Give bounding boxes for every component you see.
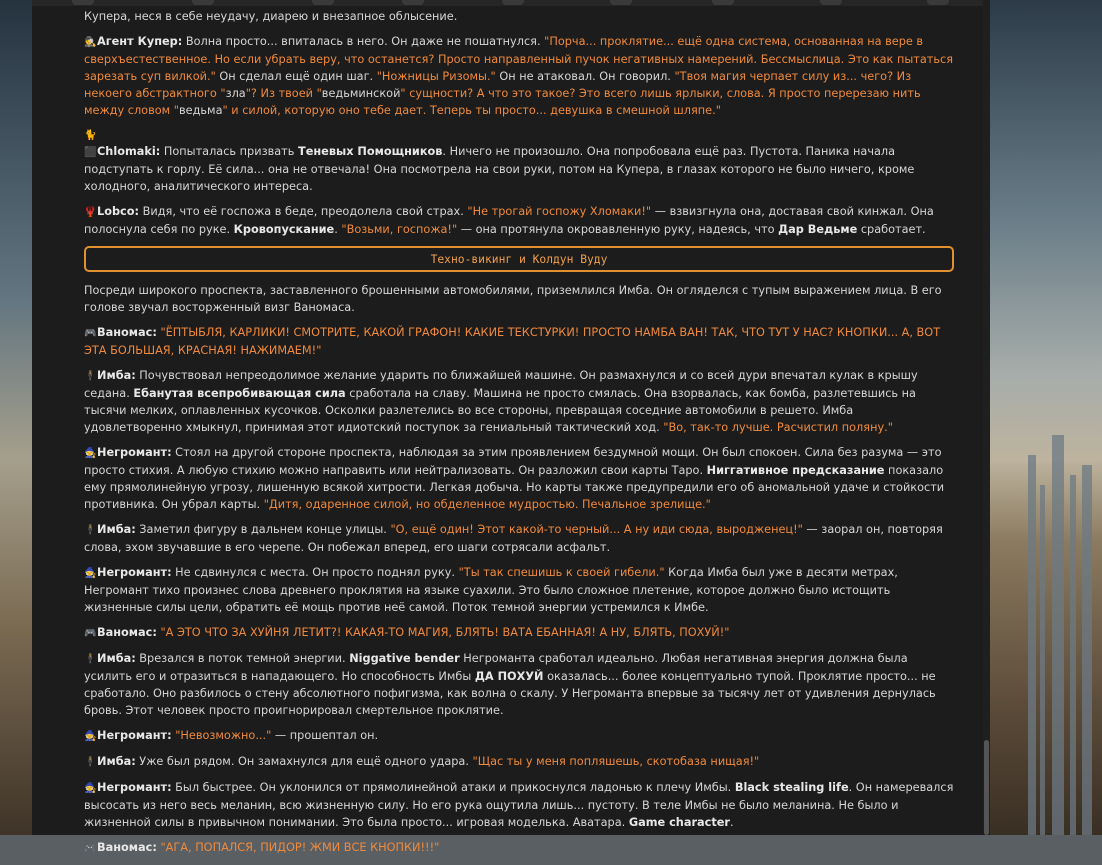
narration-text: показало ему прямолинейную угрозу, лишенную всякой хитрости. Легкая добыча. Но карты также предупредили его об аномальной удаче и стойкости противника. Он убрал карты. [84, 464, 945, 511]
chat-message [84, 839, 954, 857]
dialogue-quote: "О, ещё один! Этот какой-то черный... А ну иди сюда, выродженец!" [390, 523, 803, 536]
speaker-name: Негромант: [97, 781, 172, 794]
narration-text: . Он намеревался высосать из него весь меланин, всю жизненную силу. Но его рука ощутила лишь... пустоту. В теле Имбы не было меланина. Не было и жизненной силы в привычном понимании. Это была просто... игровая моделька. Аватара. [84, 781, 954, 829]
narration-text: ведьминской [321, 87, 401, 100]
dialogue-quote: "Твоя магия черпает силу из... чего? Из некоего абстрактного " [84, 70, 912, 100]
background-left-strip [0, 0, 32, 835]
narration-text: Почувствовал непреодолимое желание ударить по ближайшей машине. Он размахнулся и со всей дури впечатал кулак в крышу седана. [84, 369, 918, 400]
narration-text: оказалась... более концептуально тупой. Проклятие просто... не сработало. Оно разбилось о стену абсолютного пофигизма, как волна о скалу. У Негроманта впервые за тысячу лет от удивления дернулась бровь. Этот человек просто проигнорировал смертельное проклятие. [84, 670, 936, 717]
toolbar-icon[interactable] [927, 0, 949, 5]
speaker-name: Имба: [97, 523, 136, 536]
narration-text: сработает. [857, 223, 926, 236]
speaker-name: Имба: [97, 652, 136, 665]
speaker-name: Имба: [97, 755, 136, 768]
speaker-name: Негромант: [97, 566, 172, 579]
chat-message [84, 8, 954, 25]
dialogue-quote: "Щас ты у меня попляшешь, скотобаза нищая!" [472, 755, 760, 768]
messages-after-scene [84, 282, 954, 857]
dialogue-quote: "Ножницы Ризомы." [376, 70, 496, 83]
character-emoji-icon: 🕴 [84, 525, 97, 536]
speaker-name: Агент Купер: [97, 35, 183, 48]
chat-message [84, 564, 954, 616]
chat-message [84, 444, 954, 513]
speaker-name: Негромант: [97, 729, 172, 742]
chat-message [84, 779, 954, 831]
chat-message [84, 203, 954, 238]
narration-text: . [334, 223, 342, 236]
toolbar-icon[interactable] [610, 0, 632, 5]
speaker-name: Ваномас: [97, 326, 157, 339]
narration-text: ведьма [178, 104, 223, 117]
character-emoji-icon: 🕵 [84, 37, 97, 48]
narration-text: Посреди широкого проспекта, заставленного брошенными автомобилями, приземлился Имба. Он огляделся с тупым выражением лица. В его голове звучал восторженный визг Ваномаса. [84, 284, 942, 314]
dialogue-quote: "АГА, ПОПАЛСЯ, ПИДОР! ЖМИ ВСЕ КНОПКИ!!!" [160, 841, 440, 854]
narration-text: Он сделал ещё один шаг. [215, 70, 377, 83]
narration-text: Попыталась призвать [160, 145, 298, 158]
narration-text: Видя, что её госпожа в беде, преодолела свой страх. [139, 205, 468, 218]
narration-text: зла [225, 87, 246, 100]
character-emoji-icon: 🕴 [84, 757, 97, 768]
speaker-name: Негромант: [97, 446, 172, 459]
ability-name: Niggative bender [349, 652, 460, 665]
toolbar-icon[interactable] [312, 0, 334, 5]
ability-name: Black stealing life [734, 781, 849, 794]
narration-text: сработала на славу. Машина не просто смялась. Она взорвалась, как бомба, разлетевшись на тысячи мелких, оплавленных кусочков. Осколки разлетелись во все стороны, превращая соседние автомобили в решето. Имба удовлетворенно хмыкнул, принимая этот идиотский поступок за гениальный тактический ход. [84, 387, 916, 434]
narration-text: Волна просто... впиталась в него. Он даже не пошатнулся. [182, 35, 545, 48]
dialogue-quote: "Во, так-то лучше. Расчистил поляну." [663, 421, 893, 434]
toolbar-icon[interactable] [820, 0, 842, 5]
narration-text: Купера, неся в себе неудачу, диарею и внезапное облысение. [84, 10, 458, 23]
toolbar-icon[interactable] [192, 0, 214, 5]
background-right-landscape [990, 0, 1102, 835]
messages-before-scene [84, 8, 954, 238]
speaker-name: Lobco: [97, 205, 140, 218]
chat-message [84, 727, 954, 745]
narration-text: Врезался в поток темной энергии. [135, 652, 350, 665]
character-emoji-icon: 🎮 [84, 328, 97, 339]
chat-message [84, 650, 954, 719]
dialogue-quote: "ЁПТЫБЛЯ, КАРЛИКИ! СМОТРИТЕ, КАКОЙ ГРАФОН! КАКИЕ ТЕКСТУРКИ! ПРОСТО НАМБА ВАН! ТАК, ЧТО ТУТ У НАС? КНОПКИ... А, ВОТ ЭТА БОЛЬШАЯ, КРАСНАЯ! НАЖИМАЕМ!" [84, 326, 941, 357]
narration-text: Заметил фигуру в дальнем конце улицы. [135, 523, 391, 536]
dialogue-quote: "? Из твоей " [245, 87, 322, 100]
narration-text: . [730, 816, 734, 829]
chat-log [84, 8, 954, 865]
narration-text: — она протянула окровавленную руку, надеясь, что [457, 223, 779, 236]
toolbar-icon[interactable] [72, 0, 94, 5]
narration-text: Был быстрее. Он уклонился от прямолинейной атаки и прикоснулся ладонью к плечу Имбы. [171, 781, 735, 794]
character-emoji-icon: 🕴 [84, 654, 97, 665]
ability-name: Game character [628, 816, 730, 829]
narration-text: Когда Имба был уже в десяти метрах, Негромант тихо произнес слова древнего проклятия на языке суахили. Это было сложное плетение, которое должно было истощить жизненные силы цели, обратить её мощь против неё самой. Поток темной энергии устремился к Имбе. [84, 566, 898, 614]
chat-message [84, 127, 954, 195]
character-emoji-icon: 🎮 [84, 628, 97, 639]
chat-message [84, 33, 954, 119]
dialogue-quote: "Ты так спешишь к своей гибели." [458, 566, 665, 579]
speaker-name: Ваномас: [97, 841, 157, 854]
chat-message [84, 282, 954, 316]
narration-text: — заорал он, повторяя слова, эхом звучавшие в его черепе. Он побежал вперед, его шаги сотрясали асфальт. [84, 523, 943, 554]
chat-message [84, 367, 954, 436]
toolbar-icon[interactable] [502, 0, 524, 5]
ability-name: Ебанутая всепробивающая сила [133, 387, 346, 400]
chat-message [84, 521, 954, 556]
character-emoji-icon: 🧙 [84, 448, 97, 459]
character-emoji-icon: 🧙 [84, 783, 97, 794]
dialogue-quote: "Дитя, одаренное силой, но обделенное мудростью. Печальное зрелище." [263, 498, 711, 511]
narration-text: — прошептал он. [271, 729, 379, 742]
speaker-name: Chlomaki: [97, 145, 161, 158]
dialogue-quote: "Невозможно..." [175, 729, 272, 742]
narration-text: Уже был рядом. Он замахнулся для ещё одного удара. [135, 755, 473, 768]
character-emoji-icon: 🐈⬛ [84, 130, 97, 158]
narration-text: Он не атаковал. Он говорил. [495, 70, 675, 83]
ability-name: Кровопускание [233, 223, 335, 236]
ability-name: Ниггативное предсказание [706, 464, 885, 477]
ability-name: Теневых Помощников [298, 145, 443, 158]
dialogue-quote: " и силой, которую оно тебе дает. Теперь ты просто... девушка в смешной шляпе." [222, 104, 721, 117]
narration-text: Стоял на другой стороне проспекта, наблюдая за этим проявлением бездумной мощи. Он был спокоен. Сила без разума — это просто стихия. А любую стихию можно направить или нейтрализовать. Он разложил свои карты Таро. [84, 446, 942, 477]
ability-name: ДА ПОХУЙ [474, 670, 544, 683]
scrollbar[interactable] [983, 0, 990, 835]
speaker-name: Имба: [97, 369, 136, 382]
character-emoji-icon: 🦞 [84, 207, 97, 218]
chat-message [84, 753, 954, 771]
dialogue-quote: "А ЭТО ЧТО ЗА ХУЙНЯ ЛЕТИТ?! КАКАЯ-ТО МАГИЯ, БЛЯТЬ! ВАТА ЕБАННАЯ! А НУ, БЛЯТЬ, ПОХУЙ!" [160, 626, 730, 639]
dialogue-quote: "Не трогай госпожу Хломаки!" [467, 205, 652, 218]
speaker-name: Ваномас: [97, 626, 157, 639]
character-emoji-icon: 🧙 [84, 731, 97, 742]
character-emoji-icon: 🧙 [84, 568, 97, 579]
scene-title-banner: Техно-викинг и Колдун Вуду [84, 246, 954, 272]
narration-text: Негроманта сработал идеально. Любая негативная энергия должна была усилить его и отразиться в нападающего. Но способность Имбы [84, 652, 908, 683]
ability-name: Дар Ведьме [778, 223, 858, 236]
dialogue-quote: " сущности? А что это такое? Это всего лишь ярлыки, слова. Я просто перерезаю нить между словом " [84, 87, 921, 117]
chat-panel [32, 0, 990, 854]
toolbar-icon[interactable] [712, 0, 734, 5]
narration-text: Не сдвинулся с места. Он просто поднял руку. [171, 566, 459, 579]
character-emoji-icon: 🎮 [84, 843, 97, 854]
character-emoji-icon: 🕴 [84, 371, 97, 382]
chat-message [84, 624, 954, 642]
dialogue-quote: "Порча... проклятие... ещё одна система, основанная на вере в сверхъестественное. Но если убрать веру, что останется? Просто направленный пучок негативных намерений. Бессмыслица. Это как пытаться зарезать суп вилкой." [84, 35, 954, 83]
toolbar-icon[interactable] [402, 0, 424, 5]
chat-message [84, 324, 954, 359]
narration-text: — взвизгнула она, доставая свой кинжал. Она полоснула себя по руке. [84, 205, 934, 236]
narration-text: . Ничего не произошло. Она попробовала ещё раз. Пустота. Паника начала подступать к горлу. Её сила... она не отвечала! Она посмотрела на свои руки, потом на Купера, в глазах которого не было ничего, кроме холодного, аналитического интереса. [84, 145, 915, 193]
top-toolbar [32, 0, 990, 6]
dialogue-quote: "Возьми, госпожа!" [341, 223, 458, 236]
scrollbar-thumb[interactable] [984, 740, 989, 835]
